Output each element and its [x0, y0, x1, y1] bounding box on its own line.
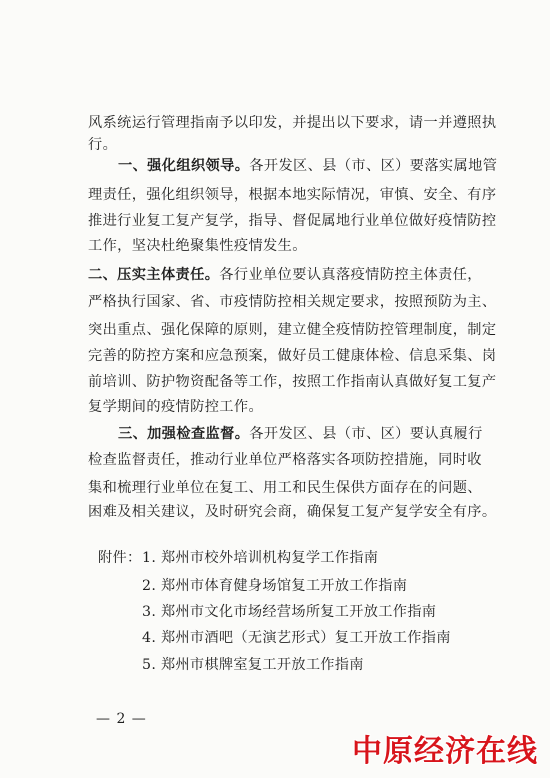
- attachment-item: 3. 郑州市文化市场经营场所复工开放工作指南: [142, 604, 437, 620]
- body-line: 突出重点、强化保障的原则，建立健全疫情防控管理制度，制定: [88, 322, 497, 338]
- body-line: 工作，坚决杜绝聚集性疫情发生。: [88, 238, 307, 254]
- body-line: 完善的防控方案和应急预案，做好员工健康体检、信息采集、岗: [88, 348, 497, 364]
- section-3-text: 各开发区、县（市、区）要认真履行: [249, 426, 483, 442]
- page-number: — 2 —: [96, 711, 147, 727]
- body-line: 前培训、防护物资配备等工作，按照工作指南认真做好复工复产: [88, 374, 497, 390]
- body-line: 复学期间的疫情防控工作。: [88, 399, 264, 415]
- section-3-heading: 三、加强检查监督。: [118, 426, 250, 442]
- attachment-item: 4. 郑州市酒吧（无演艺形式）复工开放工作指南: [142, 630, 451, 646]
- body-line: 风系统运行管理指南予以印发，并提出以下要求，请一并遵照执: [88, 115, 497, 131]
- watermark-logo: 中原经济在线: [352, 734, 538, 769]
- body-line: 检查监督责任，推动行业单位严格落实各项防控措施，同时收: [88, 452, 482, 468]
- body-line: 集和梳理行业单位在复工、用工和民生保供方面存在的问题、: [88, 480, 482, 496]
- body-line: 推进行业复工复产复学，指导、督促属地行业单位做好疫情防控: [88, 213, 497, 229]
- section-1-heading: 一、强化组织领导。: [118, 158, 250, 174]
- section-2-line: [88, 265, 482, 285]
- body-line: 困难及相关建议，及时研究会商，确保复工复产复学安全有序。: [88, 504, 497, 520]
- section-2-text: 各行业单位要认真落疫情防控主体责任，: [219, 267, 482, 283]
- attachment-item: 5. 郑州市棋牌室复工开放工作指南: [142, 657, 364, 673]
- attachment-item: 2. 郑州市体育健身场馆复工开放工作指南: [142, 578, 408, 594]
- section-1-line: [118, 156, 498, 176]
- section-3-line: [118, 424, 483, 444]
- attachments-label: 附件：: [98, 550, 142, 566]
- attachment-item: 1. 郑州市校外培训机构复学工作指南: [142, 550, 379, 566]
- section-1-text: 各开发区、县（市、区）要落实属地管: [249, 158, 498, 174]
- body-line: 严格执行国家、省、市疫情防控相关规定要求，按照预防为主、: [88, 294, 497, 310]
- body-line: 理责任，强化组织领导，根据本地实际情况，审慎、安全、有序: [88, 187, 497, 203]
- section-2-heading: 二、压实主体责任。: [88, 267, 220, 283]
- body-line: 行。: [88, 137, 118, 153]
